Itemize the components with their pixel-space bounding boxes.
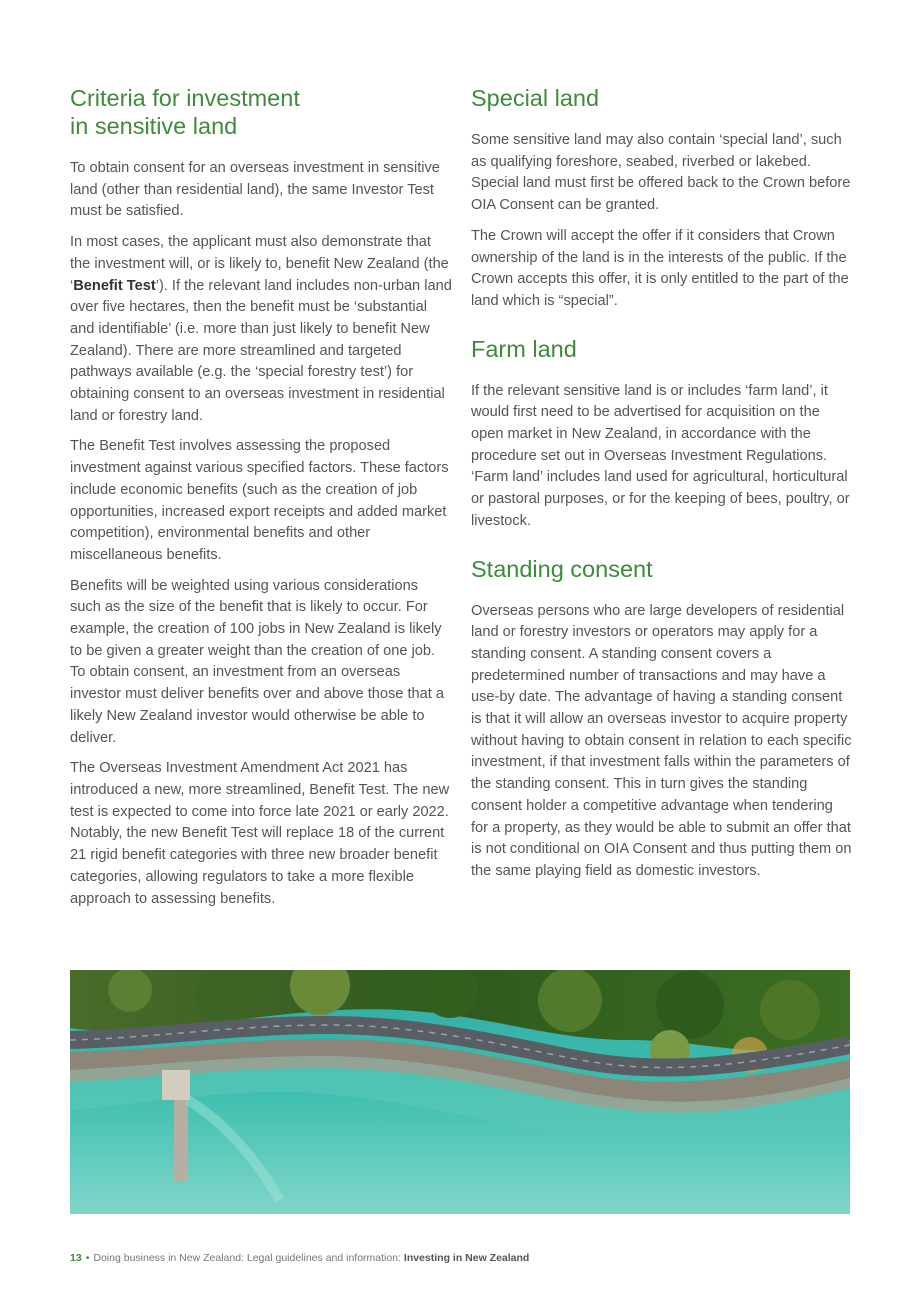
farm-land-paragraph: If the relevant sensitive land is or includes ‘farm land’, it would first need to be advertised for acquisition on the open market in New Zealand, in accordance with the procedure set out in Overseas Investment Regulations. ‘Farm land’ includes land used for agricultural, horticultural or pastoral purposes, or for the keeping of bees, poultry, or livestock.	[471, 382, 850, 529]
criteria-paragraph-3: The Benefit Test involves assessing the proposed investment against various specified factors. These factors include economic benefits (such as the creation of job opportunities, increased export receipts and added market competition), environmental benefits and other miscellaneous benefits.	[70, 438, 449, 563]
standing-consent-paragraph: Overseas persons who are large developers of residential land or forestry investors or operators may apply for a standing consent. A standing consent covers a predetermined number of transactions and may have a use-by date. The advantage of having a standing consent is that it will allow an overseas investor to acquire property without having to obtain consent in relation to each specific investment, if that investment falls within the parameters of the standing consent. This in turn gives the standing consent holder a competitive advantage when tendering for a property, as they would be able to submit an offer that is not conditional on OIA Consent and thus putting them on the same playing field as domestic investors.	[471, 602, 852, 879]
footer-separator: •	[85, 1252, 90, 1264]
criteria-paragraph-4: Benefits will be weighted using various considerations such as the size of the benefit that is likely to occur. For example, the creation of 100 jobs in New Zealand is likely to be given a greater weight than the creation of one job. To obtain consent, an investment from an overseas investor must deliver benefits over and above those that a likely New Zealand investor would otherwise be able to deliver.	[70, 577, 444, 746]
criteria-paragraph-1: To obtain consent for an overseas investment in sensitive land (other than residential land), the same Investor Test must be satisfied.	[70, 160, 440, 220]
criteria-paragraph-5: The Overseas Investment Amendment Act 2021 has introduced a new, more streamlined, Benefit Test. The new test is expected to come into force late 2021 or early 2022. Notably, the new Benefit Test will replace 18 of the current 21 rigid benefit categories with three new broader benefit categories, allowing regulators to take a more flexible approach to assessing benefits.	[70, 760, 450, 907]
p2-before: In most cases, the applicant must also demonstrate that the investment will, or is likely to, benefit New Zealand (the ‘	[70, 234, 449, 294]
criteria-paragraph-2	[70, 232, 452, 427]
criteria-heading	[70, 84, 452, 140]
special-land-paragraph-1: Some sensitive land may also contain ‘special land’, such as qualifying foreshore, seabed, riverbed or lakebed. Special land must first be offered back to the Crown before OIA Consent can be granted.	[471, 132, 851, 214]
benefit-test-term: Benefit Test	[73, 277, 156, 294]
coastline-aerial-illustration	[70, 970, 850, 1214]
farm-land-heading: Farm land	[471, 335, 577, 362]
right-column	[471, 84, 853, 892]
criteria-heading-line2: in sensitive land	[70, 113, 238, 139]
left-column	[70, 84, 452, 919]
footer-bold-text: Investing in New Zealand	[403, 1252, 530, 1264]
page-footer	[70, 1252, 529, 1264]
footer-text: Doing business in New Zealand: Legal guidelines and information:	[93, 1252, 401, 1264]
coastline-aerial-photo	[70, 970, 850, 1214]
p2-after: ’). If the relevant land includes non-urban land over five hectares, then the benefit must be ‘substantial and identifiable’ (i.e. more than just likely to benefit New Zealand). There are more streamlined and targeted pathways available (e.g. the ‘special forestry test’) for obtaining consent to an overseas investment in residential land or forestry land.	[70, 277, 452, 424]
special-land-paragraph-2: The Crown will accept the offer if it considers that Crown ownership of the land is in the interests of the public. If the Crown accepts this offer, it is only entitled to the part of the land which is “special”.	[471, 227, 849, 309]
page-number: 13	[70, 1252, 82, 1264]
standing-consent-heading: Standing consent	[471, 555, 653, 582]
criteria-heading-line1: Criteria for investment	[70, 85, 300, 111]
special-land-heading: Special land	[471, 85, 600, 111]
